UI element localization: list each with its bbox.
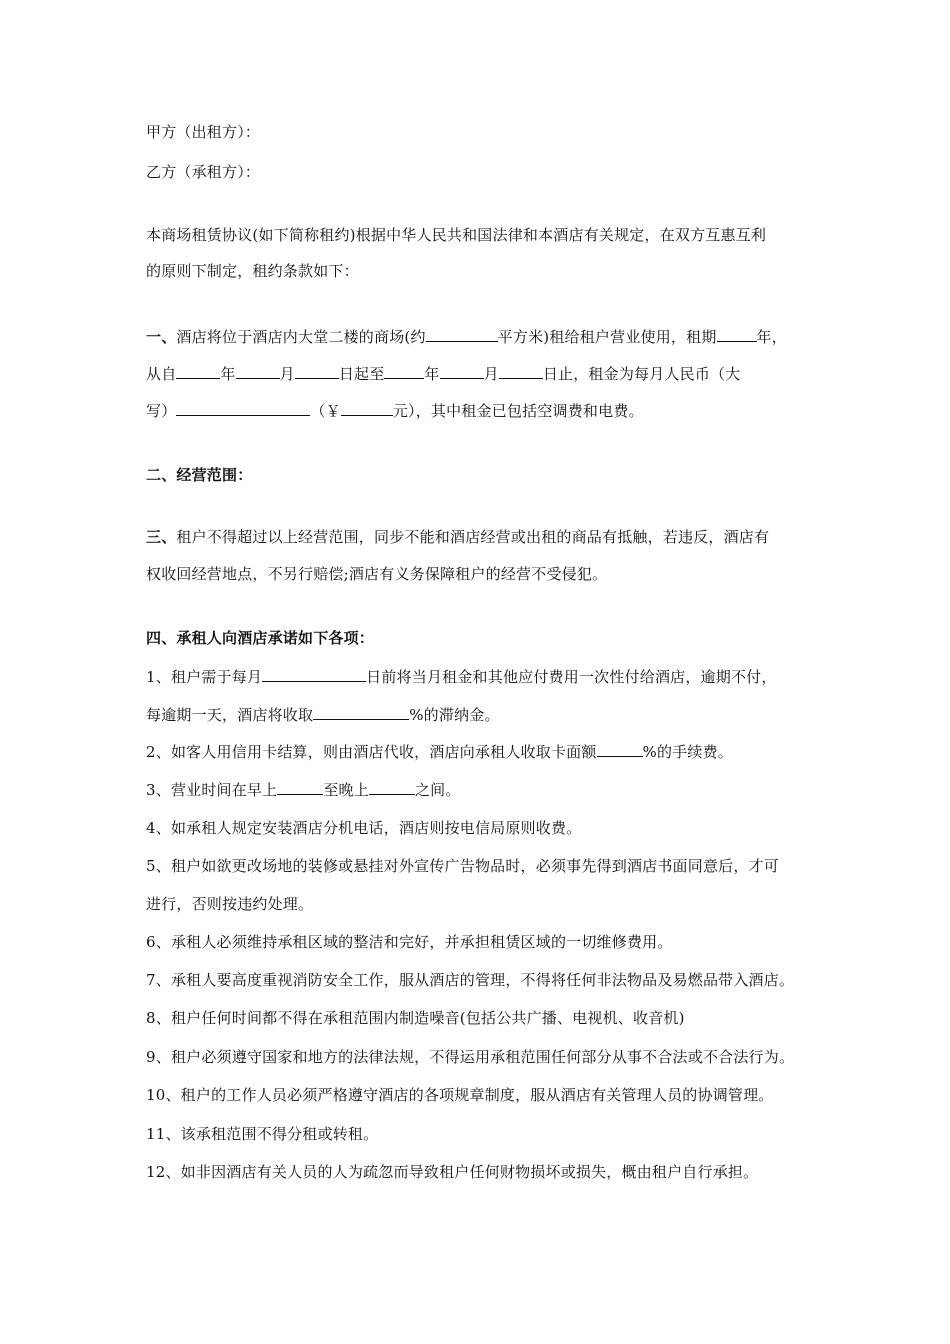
clause-3-number: 三、 — [146, 528, 177, 546]
clause-4-title: 四、承租人向酒店承诺如下各项： — [146, 629, 375, 647]
area-blank — [426, 326, 498, 342]
clause-1-text-a: 酒店将位于酒店内大堂二楼的商场(约 — [176, 328, 426, 346]
item-11-line: 11、该承租范围不得分租或转租。 — [146, 1125, 379, 1143]
item-3-line — [146, 779, 461, 800]
card-fee-blank — [597, 741, 643, 757]
clause-3-line-1 — [146, 527, 769, 547]
close-time-blank — [369, 779, 415, 795]
item-8-line: 8、租户任何时间都不得在承租范围内制造噪音(包括公共广播、电视机、收音机) — [146, 1009, 685, 1027]
clause-1-text-b: 平方米)租给租户营业使用，租期 — [497, 328, 717, 346]
item-10-line: 10、租户的工作人员必须严格遵守酒店的各项规章制度，服从酒店有关管理人员的协调管理。 — [146, 1086, 774, 1104]
rent-words-blank — [176, 400, 310, 416]
clause-1-line-1 — [146, 326, 787, 347]
item-2-text-a: 2、如客人用信用卡结算，则由酒店代收，酒店向承租人收取卡面额 — [146, 743, 597, 761]
open-time-blank — [277, 779, 323, 795]
year-label: 年 — [220, 365, 236, 383]
intro-line-1: 本商场租赁协议(如下简称租约)根据中华人民共和国法律和本酒店有关规定，在双方互惠互利 — [146, 226, 767, 244]
clause-1-number: 一、 — [146, 328, 177, 346]
item-5-line-1: 5、租户如欲更改场地的装修或悬挂对外宣传广告物品时，必须事先得到酒店书面同意后，才可 — [146, 857, 779, 875]
month-label-2: 月 — [483, 365, 499, 383]
written-label: 写） — [146, 402, 177, 420]
item-4-line: 4、如承租人规定安装酒店分机电话，酒店则按电信局原则收费。 — [146, 819, 582, 837]
clause-1-line-2 — [146, 363, 740, 384]
month-label: 月 — [279, 365, 295, 383]
item-1-text-d: %的滞纳金。 — [409, 706, 500, 724]
term-years-blank — [717, 326, 757, 342]
clause-1-from-label: 从自 — [146, 365, 177, 383]
until-label: 日起至 — [338, 365, 385, 383]
clause-1-line-3 — [146, 400, 644, 421]
end-month-blank — [440, 363, 484, 379]
clause-3-line-2: 权收回经营地点，不另行赔偿;酒店有义务保障租户的经营不受侵犯。 — [146, 565, 608, 583]
item-1-text-b: 日前将当月租金和其他应付费用一次性付给酒店，逾期不付， — [366, 668, 777, 686]
rent-yen-label: （￥ — [310, 402, 341, 420]
item-1-text-a: 1、租户需于每月 — [146, 668, 263, 686]
clause-2-title: 二、经营范围： — [146, 466, 253, 484]
item-2-line — [146, 741, 733, 762]
late-fee-blank — [313, 704, 409, 720]
item-2-text-b: %的手续费。 — [642, 743, 734, 761]
rent-amount-blank — [341, 400, 393, 416]
party-a-line: 甲方（出租方）： — [146, 123, 261, 141]
item-3-text-b: 至晚上 — [323, 781, 369, 799]
rent-included-text: 元），其中租金已包括空调费和电费。 — [392, 402, 644, 420]
item-1-text-c: 每逾期一天，酒店将收取 — [146, 706, 314, 724]
item-1-line-1 — [146, 666, 777, 687]
item-3-text-a: 3、营业时间在早上 — [146, 781, 278, 799]
year-label-2: 年 — [424, 365, 440, 383]
intro-line-2: 的原则下制定，租约条款如下： — [146, 262, 359, 280]
item-5-line-2: 进行，否则按违约处理。 — [146, 895, 314, 913]
item-12-line: 12、如非因酒店有关人员的人为疏忽而导致租户任何财物损坏或损失，概由租户自行承担。 — [146, 1163, 759, 1181]
item-3-text-c: 之间。 — [414, 781, 461, 799]
due-day-blank — [262, 666, 366, 682]
item-6-line: 6、承租人必须维持承租区域的整洁和完好，并承担租赁区域的一切维修费用。 — [146, 933, 673, 951]
item-7-line: 7、承租人要高度重视消防安全工作，服从酒店的管理，不得将任何非法物品及易燃品带入酒店。 — [146, 971, 795, 989]
start-month-blank — [236, 363, 280, 379]
start-day-blank — [295, 363, 339, 379]
rent-text: 日止，租金为每月人民币（大 — [542, 365, 741, 383]
end-day-blank — [499, 363, 543, 379]
start-year-blank — [176, 363, 220, 379]
item-9-line: 9、租户必须遵守国家和地方的法律法规，不得运用承租范围任何部分从事不合法或不合法行为。 — [146, 1048, 795, 1066]
item-1-line-2 — [146, 704, 500, 725]
end-year-blank — [384, 363, 424, 379]
clause-3-text: 租户不得超过以上经营范围，同步不能和酒店经营或出租的商品有抵触，若违反，酒店有 — [176, 528, 770, 546]
party-b-line: 乙方（承租方）： — [146, 163, 261, 181]
clause-1-text-c: 年， — [756, 328, 787, 346]
